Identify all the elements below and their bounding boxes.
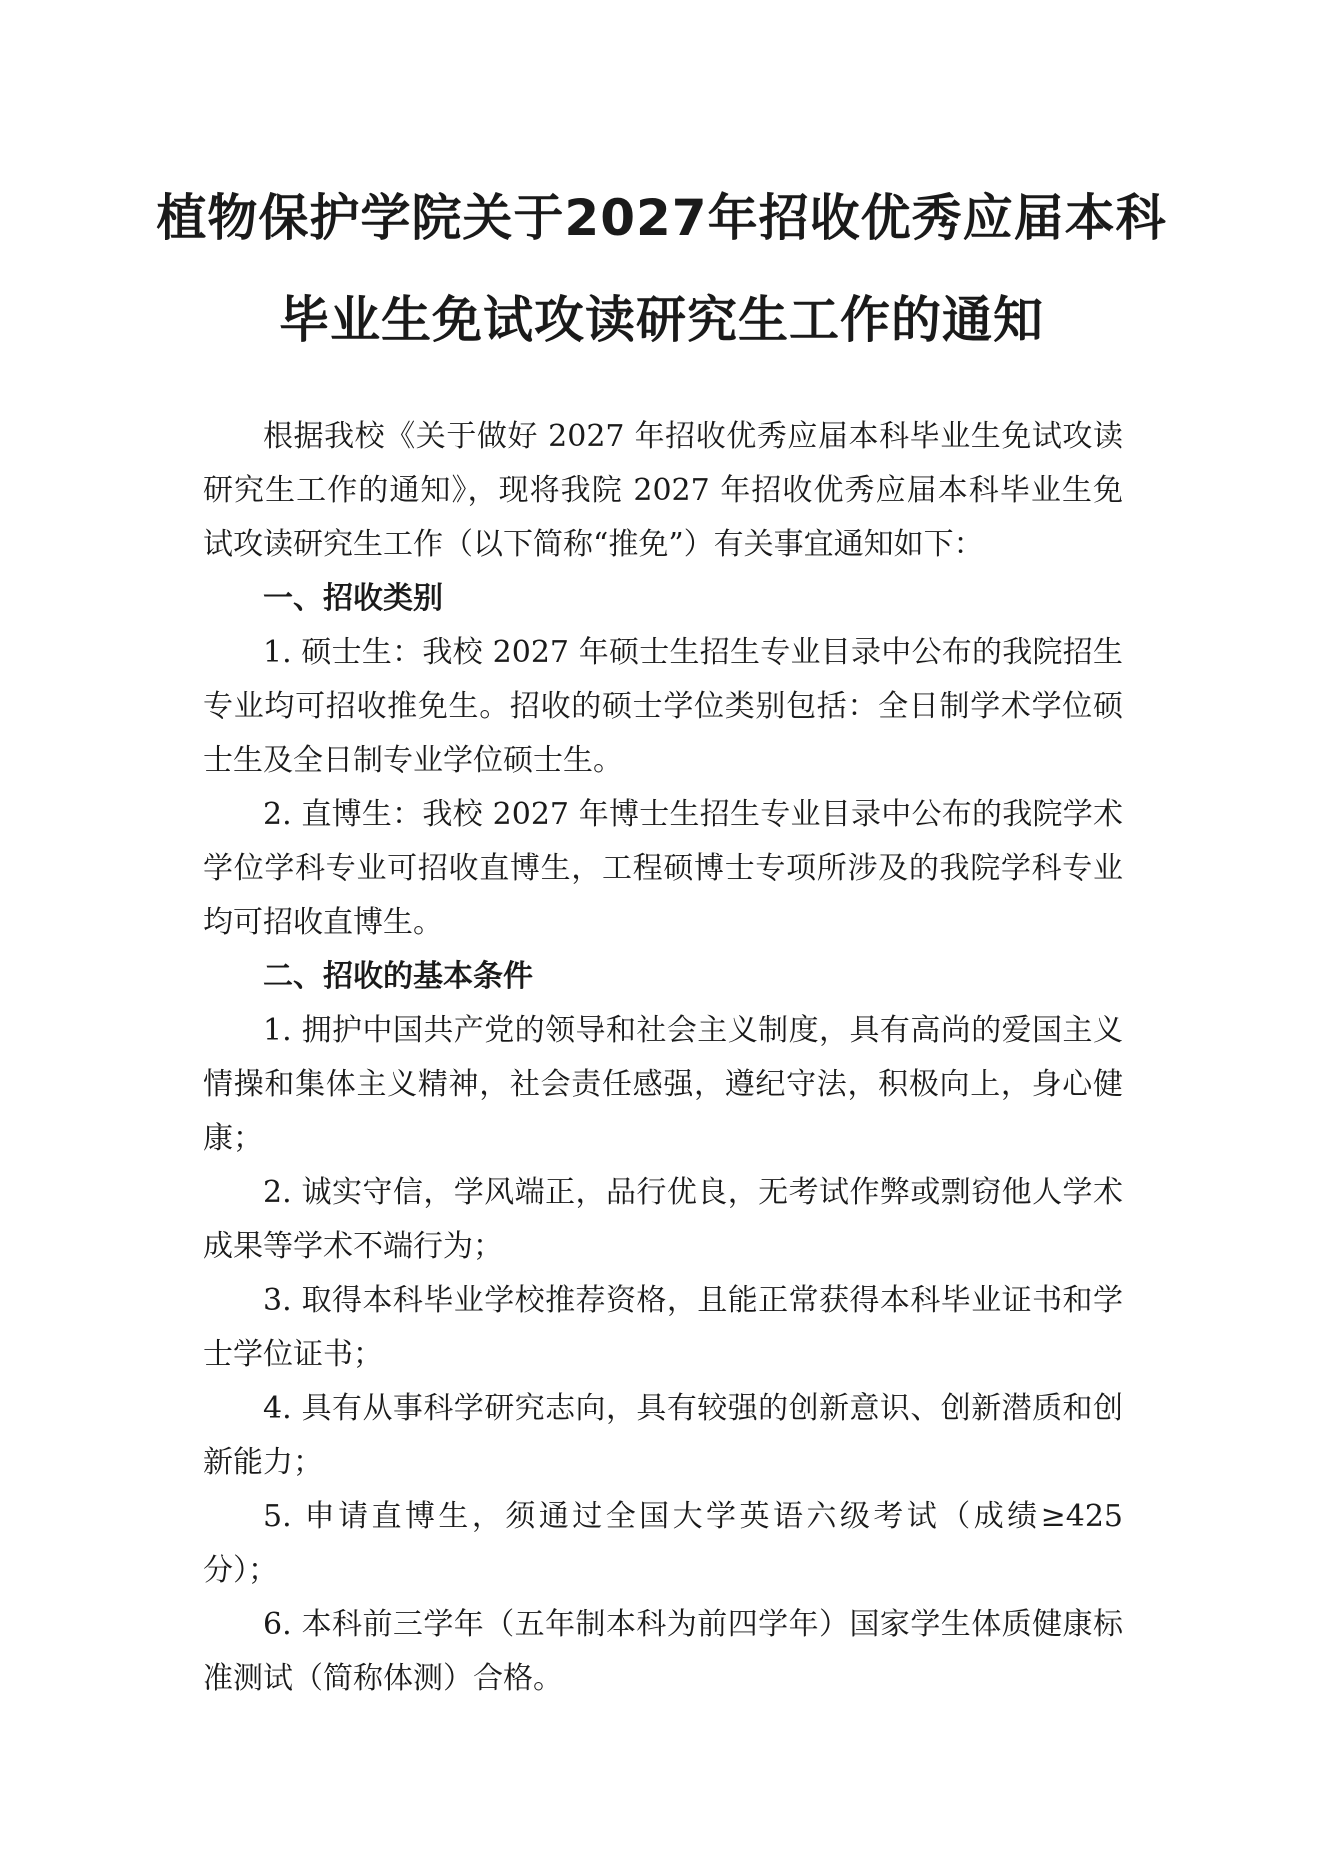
section-heading-1: 一、招收类别: [263, 581, 443, 616]
section1-item-1: 1. 硕士生：我校 2027 年硕士生招生专业目录中公布的我院招生专业均可招收推免生。招收的硕士学位类别包括：全日制学术学位硕士生及全日制专业学位硕士生。: [203, 635, 1123, 778]
section2-item-3: 3. 取得本科毕业学校推荐资格，且能正常获得本科毕业证书和学士学位证书；: [203, 1283, 1123, 1372]
document-body: [203, 410, 1123, 1706]
section2-item-6: 6. 本科前三学年（五年制本科为前四学年）国家学生体质健康标准测试（简称体测）合格。: [203, 1607, 1123, 1696]
intro-paragraph: 根据我校《关于做好 2027 年招收优秀应届本科毕业生免试攻读研究生工作的通知》，现将我院 2027 年招收优秀应届本科毕业生免试攻读研究生工作（以下简称“推免”）有关事宜通知如下：: [203, 419, 1123, 562]
section2-item-1: 1. 拥护中国共产党的领导和社会主义制度，具有高尚的爱国主义情操和集体主义精神，社会责任感强，遵纪守法，积极向上，身心健康；: [203, 1013, 1123, 1156]
section-heading-2: 二、招收的基本条件: [263, 959, 533, 994]
section2-item-2: 2. 诚实守信，学风端正，品行优良，无考试作弊或剽窃他人学术成果等学术不端行为；: [203, 1175, 1123, 1264]
document-title-line-2: 毕业生免试攻读研究生工作的通知: [279, 291, 1044, 349]
section2-item-4: 4. 具有从事科学研究志向，具有较强的创新意识、创新潜质和创新能力；: [203, 1391, 1123, 1480]
section2-item-5: 5. 申请直博生，须通过全国大学英语六级考试（成绩≥425 分）；: [203, 1499, 1123, 1588]
document-title-line-1: 植物保护学院关于2027年招收优秀应届本科: [156, 189, 1167, 247]
section1-item-2: 2. 直博生：我校 2027 年博士生招生专业目录中公布的我院学术学位学科专业可招收直博生，工程硕博士专项所涉及的我院学科专业均可招收直博生。: [203, 797, 1123, 940]
